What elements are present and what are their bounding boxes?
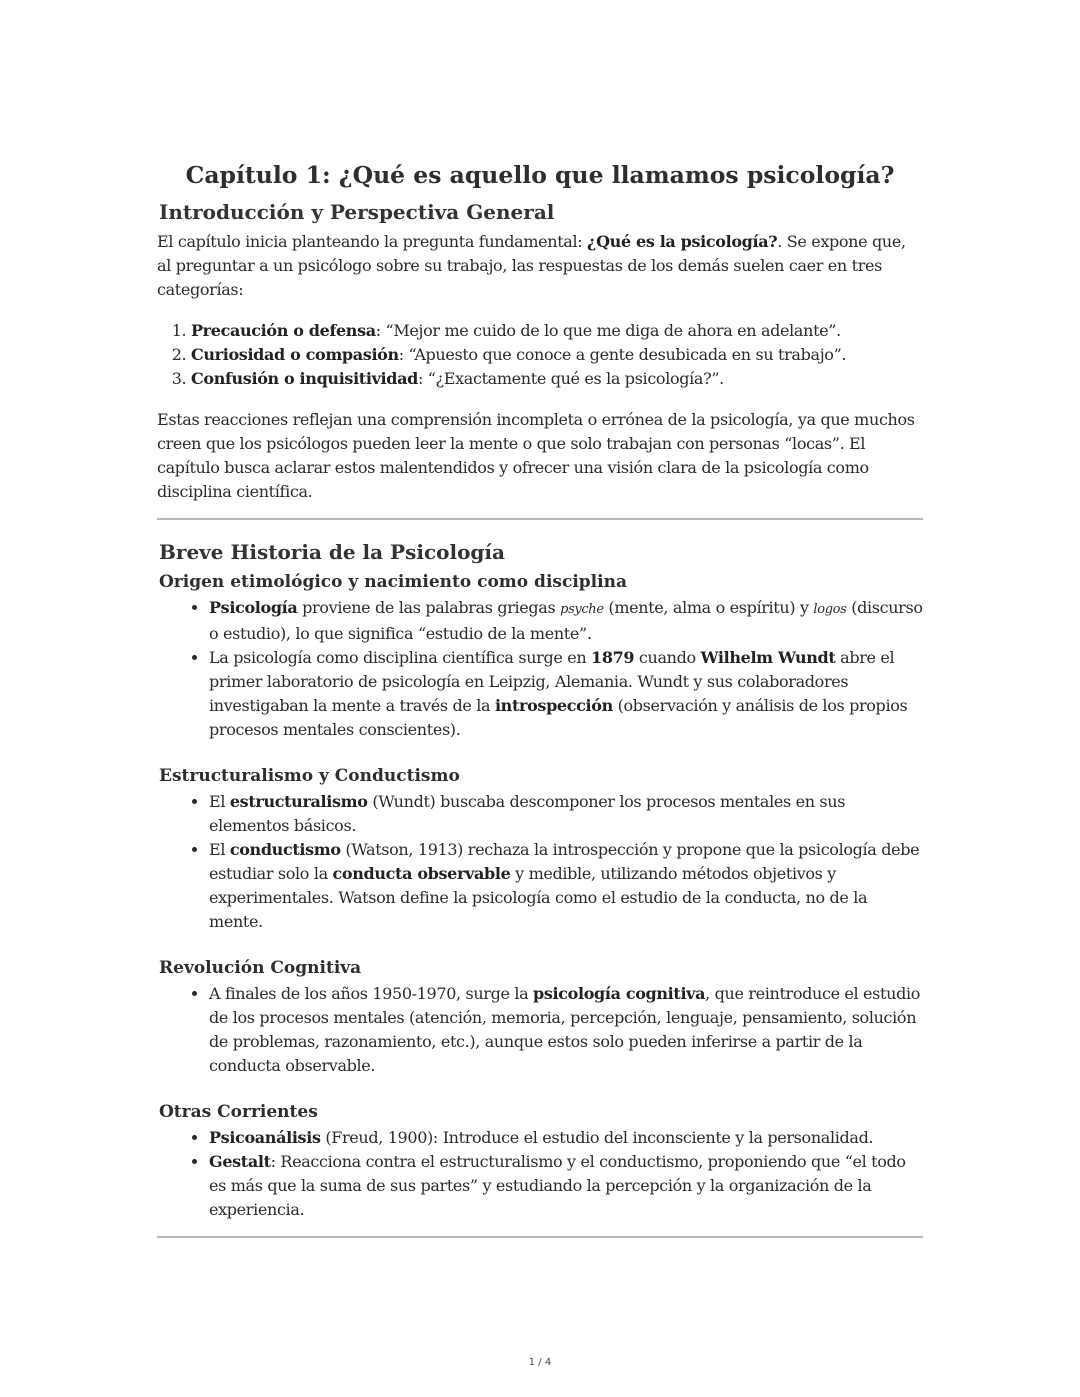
section-heading-history: Breve Historia de la Psicología bbox=[159, 540, 505, 564]
text-run: El bbox=[209, 840, 230, 859]
bold-text: Psicoanálisis bbox=[209, 1128, 321, 1147]
reaction-list bbox=[191, 319, 923, 391]
text-run: : “Mejor me cuido de lo que me diga de ahora en adelante”. bbox=[375, 321, 841, 340]
list-item bbox=[209, 596, 923, 646]
text-run: El bbox=[209, 792, 230, 811]
bullet-list bbox=[209, 790, 923, 934]
subsection-heading: Origen etimológico y nacimiento como disciplina bbox=[159, 572, 627, 592]
bullet-list bbox=[209, 596, 923, 742]
text-run: (mente, alma o espíritu) y bbox=[603, 598, 814, 617]
list-item bbox=[209, 838, 923, 934]
text-run: cuando bbox=[634, 648, 701, 667]
text-run: Estas reacciones reflejan una comprensión incompleta o errónea de la psicología, ya que muchos creen que los psicólogos pueden leer la mente o que solo trabajan con personas “locas”. El capítulo busca aclarar estos malentendidos y ofrecer una visión clara de la psicología como disciplina científica. bbox=[157, 410, 915, 501]
text-run: abre el primer laboratorio de psicología en Leipzig, Alemania. Wundt y sus colaboradores investigaban la mente a través de la bbox=[209, 648, 895, 715]
list-item bbox=[209, 646, 923, 742]
list-item bbox=[191, 343, 923, 367]
italic-text: psyche bbox=[560, 602, 604, 617]
text-run: (Watson, 1913) rechaza la introspección y propone que la psicología debe estudiar solo la bbox=[209, 840, 920, 883]
page-indicator: 1 / 4 bbox=[528, 1357, 552, 1368]
list-item bbox=[209, 982, 923, 1078]
subsection-heading: Otras Corrientes bbox=[159, 1102, 318, 1122]
bold-text: Curiosidad o compasión bbox=[191, 345, 399, 364]
text-run: El capítulo inicia planteando la pregunta fundamental: bbox=[157, 232, 588, 251]
list-item bbox=[191, 319, 923, 343]
bold-text: psicología cognitiva bbox=[533, 984, 706, 1003]
text-run: A finales de los años 1950-1970, surge la bbox=[209, 984, 534, 1003]
bold-text: ¿Qué es la psicología? bbox=[587, 232, 778, 251]
bold-text: Wilhelm Wundt bbox=[700, 648, 836, 667]
divider bbox=[157, 518, 923, 520]
section-heading-intro: Introducción y Perspectiva General bbox=[159, 200, 555, 224]
text-run: : “¿Exactamente qué es la psicología?”. bbox=[417, 369, 724, 388]
bold-text: estructuralismo bbox=[229, 792, 368, 811]
text-run: : “Apuesto que conoce a gente desubicada en su trabajo”. bbox=[398, 345, 847, 364]
bold-text: conductismo bbox=[229, 840, 341, 859]
list-item bbox=[209, 790, 923, 838]
text-run: (observación y análisis de los propios procesos mentales conscientes). bbox=[209, 696, 908, 739]
document-page bbox=[157, 158, 923, 1256]
text-run: : Reacciona contra el estructuralismo y el conductismo, proponiendo que “el todo es más que la suma de sus partes” y estudiando la percepción y la organización de la experiencia. bbox=[209, 1152, 906, 1219]
bold-text: Gestalt bbox=[209, 1152, 271, 1171]
bold-text: conducta observable bbox=[332, 864, 511, 883]
intro-paragraph bbox=[157, 230, 923, 302]
text-run: (discurso o estudio), lo que significa “estudio de la mente”. bbox=[209, 598, 923, 643]
list-item bbox=[191, 367, 923, 391]
subsection-heading: Estructuralismo y Conductismo bbox=[159, 766, 460, 786]
subsection-heading: Revolución Cognitiva bbox=[159, 958, 362, 978]
bold-text: Confusión o inquisitividad bbox=[191, 369, 418, 388]
text-run: (Freud, 1900): Introduce el estudio del inconsciente y la personalidad. bbox=[320, 1128, 874, 1147]
bold-text: 1879 bbox=[591, 648, 635, 667]
chapter-title: Capítulo 1: ¿Qué es aquello que llamamos psicología? bbox=[185, 161, 895, 189]
list-item bbox=[209, 1150, 923, 1222]
bullet-list bbox=[209, 982, 923, 1078]
bullet-list bbox=[209, 1126, 923, 1222]
bold-text: Psicología bbox=[209, 598, 298, 617]
text-run: proviene de las palabras griegas bbox=[297, 598, 561, 617]
divider bbox=[157, 1236, 923, 1238]
text-run: , que reintroduce el estudio de los procesos mentales (atención, memoria, percepción, lenguaje, pensamiento, solución de problemas, razonamiento, etc.), aunque estos solo pueden inferirse a partir de la conducta observable. bbox=[209, 984, 921, 1075]
text-run: y medible, utilizando métodos objetivos y experimentales. Watson define la psicología como el estudio de la conducta, no de la mente. bbox=[209, 864, 868, 931]
intro-paragraph-2 bbox=[157, 408, 923, 504]
bold-text: Precaución o defensa bbox=[191, 321, 376, 340]
bold-text: introspección bbox=[494, 696, 613, 715]
list-item bbox=[209, 1126, 923, 1150]
italic-text: logos bbox=[813, 602, 847, 617]
text-run: (Wundt) buscaba descomponer los procesos mentales en sus elementos básicos. bbox=[209, 792, 846, 835]
text-run: La psicología como disciplina científica surge en bbox=[209, 648, 592, 667]
text-run: . Se expone que, al preguntar a un psicólogo sobre su trabajo, las respuestas de los demás suelen caer en tres categorías: bbox=[157, 232, 906, 299]
